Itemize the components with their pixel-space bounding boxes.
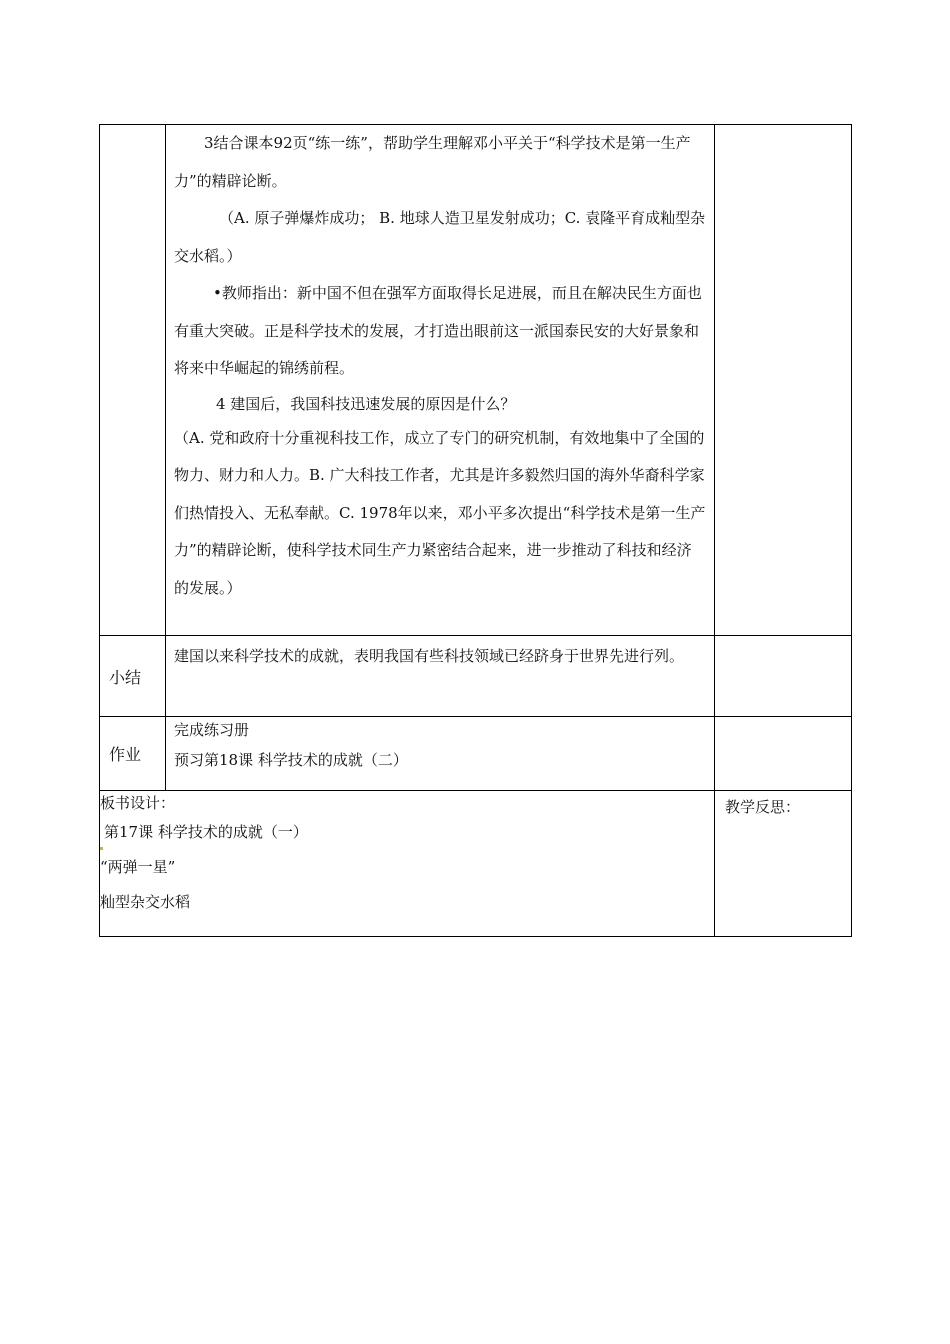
process-content-cell xyxy=(166,125,715,636)
board-line-lesson xyxy=(100,815,714,850)
summary-text: 建国以来科学技术的成就，表明我国有些科技领域已经跻身于世界先进行列。 xyxy=(174,647,685,665)
paragraph-practice: 3结合课本92页“练一练”，帮助学生理解邓小平关于“科学技术是第一生产力”的精辟论断。 xyxy=(174,134,691,190)
homework-label: 作业 xyxy=(109,745,142,764)
lesson-plan-table xyxy=(99,124,852,937)
process-row xyxy=(100,125,852,636)
board-design-cell xyxy=(100,791,715,937)
summary-label: 小结 xyxy=(109,667,142,687)
summary-row xyxy=(100,636,852,717)
paragraph-question: 4 建国后，我国科技迅速发展的原因是什么？ xyxy=(216,394,516,413)
process-notes-cell xyxy=(715,125,852,636)
homework-line-1: 完成练习册 xyxy=(174,721,250,739)
paragraph-options: （A. 原子弹爆炸成功； B. 地球人造卫星发射成功；C. 袁隆平育成籼型杂交水稻。） xyxy=(174,209,706,265)
summary-label-cell xyxy=(100,636,166,717)
board-row xyxy=(100,791,852,937)
reflection-cell xyxy=(715,791,852,937)
reflection-title: 教学反思： xyxy=(725,798,801,816)
paragraph-teacher-note: •教师指出：新中国不但在强军方面取得长足进展，而且在解决民生方面也有重大突破。正是科学技术的发展，才打造出眼前这一派国泰民安的大好景象和将来中华崛起的锦绣前程。 xyxy=(174,284,702,377)
homework-line-2: 预习第18课 科学技术的成就（二） xyxy=(174,751,408,769)
board-line-two-bombs: “两弹一星” xyxy=(100,858,176,876)
homework-label-cell xyxy=(100,717,166,791)
summary-content-cell xyxy=(166,636,715,717)
homework-content-cell xyxy=(166,717,715,791)
board-title: 板书设计： xyxy=(100,794,176,812)
process-label-cell xyxy=(100,125,166,636)
homework-row xyxy=(100,717,852,791)
board-line-lesson-text: 第17课 科学技术的成就（一） xyxy=(104,823,308,841)
homework-notes-cell xyxy=(715,717,852,791)
board-line-rice: 籼型杂交水稻 xyxy=(100,893,191,911)
summary-notes-cell xyxy=(715,636,852,717)
paragraph-answer: （A. 党和政府十分重视科技工作，成立了专门的研究机制，有效地集中了全国的物力、财力和人力。B. 广大科技工作者，尤其是许多毅然归国的海外华裔科学家们热情投入、无私奉献。C. 1978年以来，邓小平多次提出“科学技术是第一生产力”的精辟论断，使科学技术同生产力紧密结合起来，进一步推动了科技和经济的发展。） xyxy=(174,428,706,597)
